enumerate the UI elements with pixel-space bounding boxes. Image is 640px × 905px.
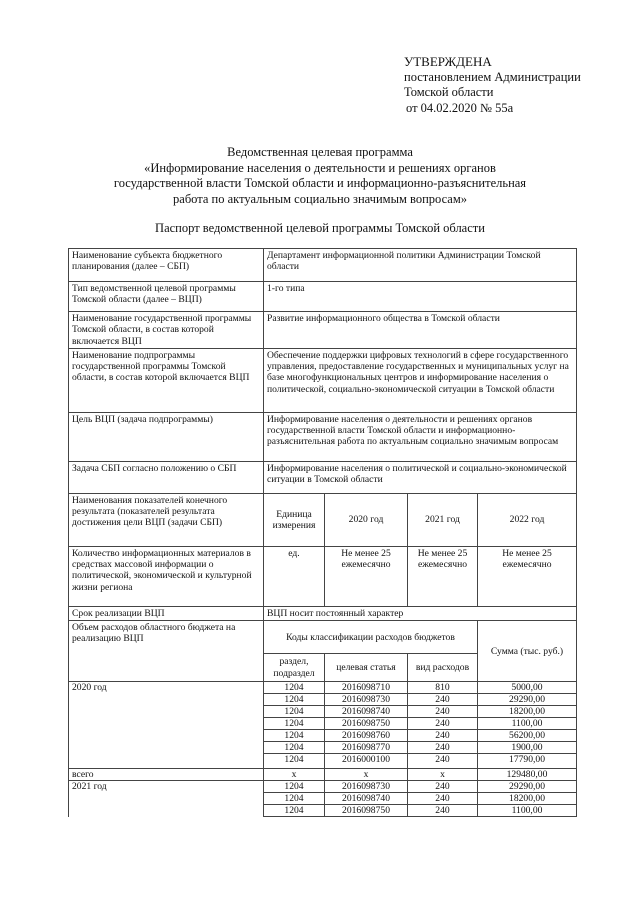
budget-row-section: 1204 [264, 706, 325, 718]
budget-row-article: 2016098730 [325, 781, 408, 793]
budget-row-label: 2021 год [69, 781, 264, 793]
budget-row-section: 1204 [264, 754, 325, 769]
budget-row-sum: 5000,00 [478, 682, 577, 694]
budget-row-article: 2016098770 [325, 742, 408, 754]
task-value: Информирование населения о политической и социально-экономической ситуации в Томской области [264, 461, 577, 493]
budget-row-section: 1204 [264, 718, 325, 730]
approval-stamp [404, 54, 581, 116]
budget-row [69, 805, 577, 817]
budget-row-article: 2016098750 [325, 805, 408, 817]
budget-row-type: 810 [408, 682, 478, 694]
col-section-header: раздел, подраздел [264, 654, 325, 682]
budget-row-sum: 18200,00 [478, 706, 577, 718]
budget-row [69, 793, 577, 805]
passport-table [68, 248, 577, 817]
budget-row-label [69, 742, 264, 754]
budget-row-section: 1204 [264, 682, 325, 694]
term-value: ВЦП носит постоянный характер [264, 606, 577, 620]
indicator-value-2020: Не менее 25 ежемесячно [325, 546, 408, 606]
budget-row-section: x [264, 769, 325, 781]
budget-row-type: x [408, 769, 478, 781]
approval-line-4: от 04.02.2020 № 55а [406, 100, 514, 115]
indicator-value-2022: Не менее 25 ежемесячно [478, 546, 577, 606]
budget-row-sum: 17790,00 [478, 754, 577, 769]
type-label: Тип ведомственной целевой программы Томской области (далее – ВЦП) [69, 282, 264, 312]
budget-row-article: x [325, 769, 408, 781]
budget-row-type: 240 [408, 730, 478, 742]
budget-row-type: 240 [408, 706, 478, 718]
budget-row-sum: 1900,00 [478, 742, 577, 754]
budget-row-sum: 129480,00 [478, 769, 577, 781]
budget-row-label [69, 754, 264, 769]
budget-row-label [69, 730, 264, 742]
indicators-label: Наименования показателей конечного результата (показателей результата достижения цели ВЦП (задачи СБП) [69, 493, 264, 546]
unit-header: Единица измерения [264, 493, 325, 546]
budget-row-section: 1204 [264, 694, 325, 706]
budget-row-sum: 29290,00 [478, 694, 577, 706]
indicator-value-2021: Не менее 25 ежемесячно [408, 546, 478, 606]
budget-row-label [69, 706, 264, 718]
budget-row-sum: 1100,00 [478, 805, 577, 817]
budget-row [69, 742, 577, 754]
program-title [60, 145, 580, 207]
sbp-label: Наименование субъекта бюджетного планирования (далее – СБП) [69, 249, 264, 282]
budget-row-label [69, 718, 264, 730]
budget-row [69, 706, 577, 718]
budget-row-label [69, 793, 264, 805]
budget-row-label: 2020 год [69, 682, 264, 694]
approval-line-3: Томской области [404, 85, 494, 99]
budget-row [69, 730, 577, 742]
budget-row-sum: 56200,00 [478, 730, 577, 742]
budget-row-label: всего [69, 769, 264, 781]
passport-title: Паспорт ведомственной целевой программы Томской области [155, 221, 485, 235]
term-label: Срок реализации ВЦП [69, 606, 264, 620]
budget-row [69, 781, 577, 793]
budget-row [69, 682, 577, 694]
goal-label: Цель ВЦП (задача подпрограммы) [69, 412, 264, 461]
budget-row-section: 1204 [264, 781, 325, 793]
subprogram-label: Наименование подпрограммы государственной программы Томской области, в состав которой включается ВЦП [69, 348, 264, 412]
budget-row-label [69, 694, 264, 706]
program-title-line-4: работа по актуальным социально значимым вопросам» [173, 191, 467, 206]
budget-row-section: 1204 [264, 730, 325, 742]
year-2021-header: 2021 год [408, 493, 478, 546]
indicator-unit: ед. [264, 546, 325, 606]
budget-row-type: 240 [408, 754, 478, 769]
codes-header: Коды классификации расходов бюджетов [264, 621, 478, 654]
budget-row-type: 240 [408, 742, 478, 754]
budget-row-section: 1204 [264, 742, 325, 754]
budget-row-type: 240 [408, 805, 478, 817]
col-article-header: целевая статья [325, 654, 408, 682]
budget-row-sum: 1100,00 [478, 718, 577, 730]
task-label: Задача СБП согласно положению о СБП [69, 461, 264, 493]
budget-row-type: 240 [408, 793, 478, 805]
approval-line-1: УТВЕРЖДЕНА [404, 54, 492, 69]
col-type-header: вид расходов [408, 654, 478, 682]
sbp-value: Департамент информационной политики Администрации Томской области [264, 249, 577, 282]
budget-row-type: 240 [408, 781, 478, 793]
budget-row-section: 1204 [264, 793, 325, 805]
budget-row-article: 2016098740 [325, 793, 408, 805]
budget-row-article: 2016098750 [325, 718, 408, 730]
budget-row [69, 694, 577, 706]
budget-row [69, 754, 577, 769]
program-title-line-2: «Информирование населения о деятельности и решениях органов [144, 160, 496, 175]
approval-line-2: постановлением Администрации [404, 69, 581, 84]
year-2020-header: 2020 год [325, 493, 408, 546]
budget-row [69, 769, 577, 781]
budget-row-article: 2016098740 [325, 706, 408, 718]
budget-row-article: 2016098730 [325, 694, 408, 706]
program-title-line-1: Ведомственная целевая программа [227, 145, 413, 159]
budget-row-article: 2016098760 [325, 730, 408, 742]
subprogram-value: Обеспечение поддержки цифровых технологий в сфере государственного управления, предоставление государственных и муниципальных услуг на базе многофункциональных центров и информирование населения о политической, социально-экономической ситуации в Томской области [264, 348, 577, 412]
gp-value: Развитие информационного общества в Томской области [264, 312, 577, 349]
sum-header: Сумма (тыс. руб.) [478, 621, 577, 682]
budget-row-sum: 18200,00 [478, 793, 577, 805]
goal-value: Информирование населения о деятельности и решениях органов государственной власти Томской области и информационно-разъяснительная работа по актуальным социально значимым вопросам [264, 412, 577, 461]
budget-row-article: 2016098710 [325, 682, 408, 694]
year-2022-header: 2022 год [478, 493, 577, 546]
budget-row-sum: 29290,00 [478, 781, 577, 793]
budget-row-label [69, 805, 264, 817]
budget-label: Объем расходов областного бюджета на реализацию ВЦП [69, 621, 264, 682]
budget-rows [69, 682, 577, 817]
gp-label: Наименование государственной программы Томской области, в состав которой включается ВЦП [69, 312, 264, 349]
program-title-line-3: государственной власти Томской области и информационно-разъяснительная [113, 176, 527, 190]
budget-row-section: 1204 [264, 805, 325, 817]
budget-row-article: 2016000100 [325, 754, 408, 769]
budget-row [69, 718, 577, 730]
budget-row-type: 240 [408, 694, 478, 706]
type-value: 1-го типа [264, 282, 577, 312]
budget-row-type: 240 [408, 718, 478, 730]
indicator-name: Количество информационных материалов в средствах массовой информации о политической, экономической и культурной жизни региона [69, 546, 264, 606]
